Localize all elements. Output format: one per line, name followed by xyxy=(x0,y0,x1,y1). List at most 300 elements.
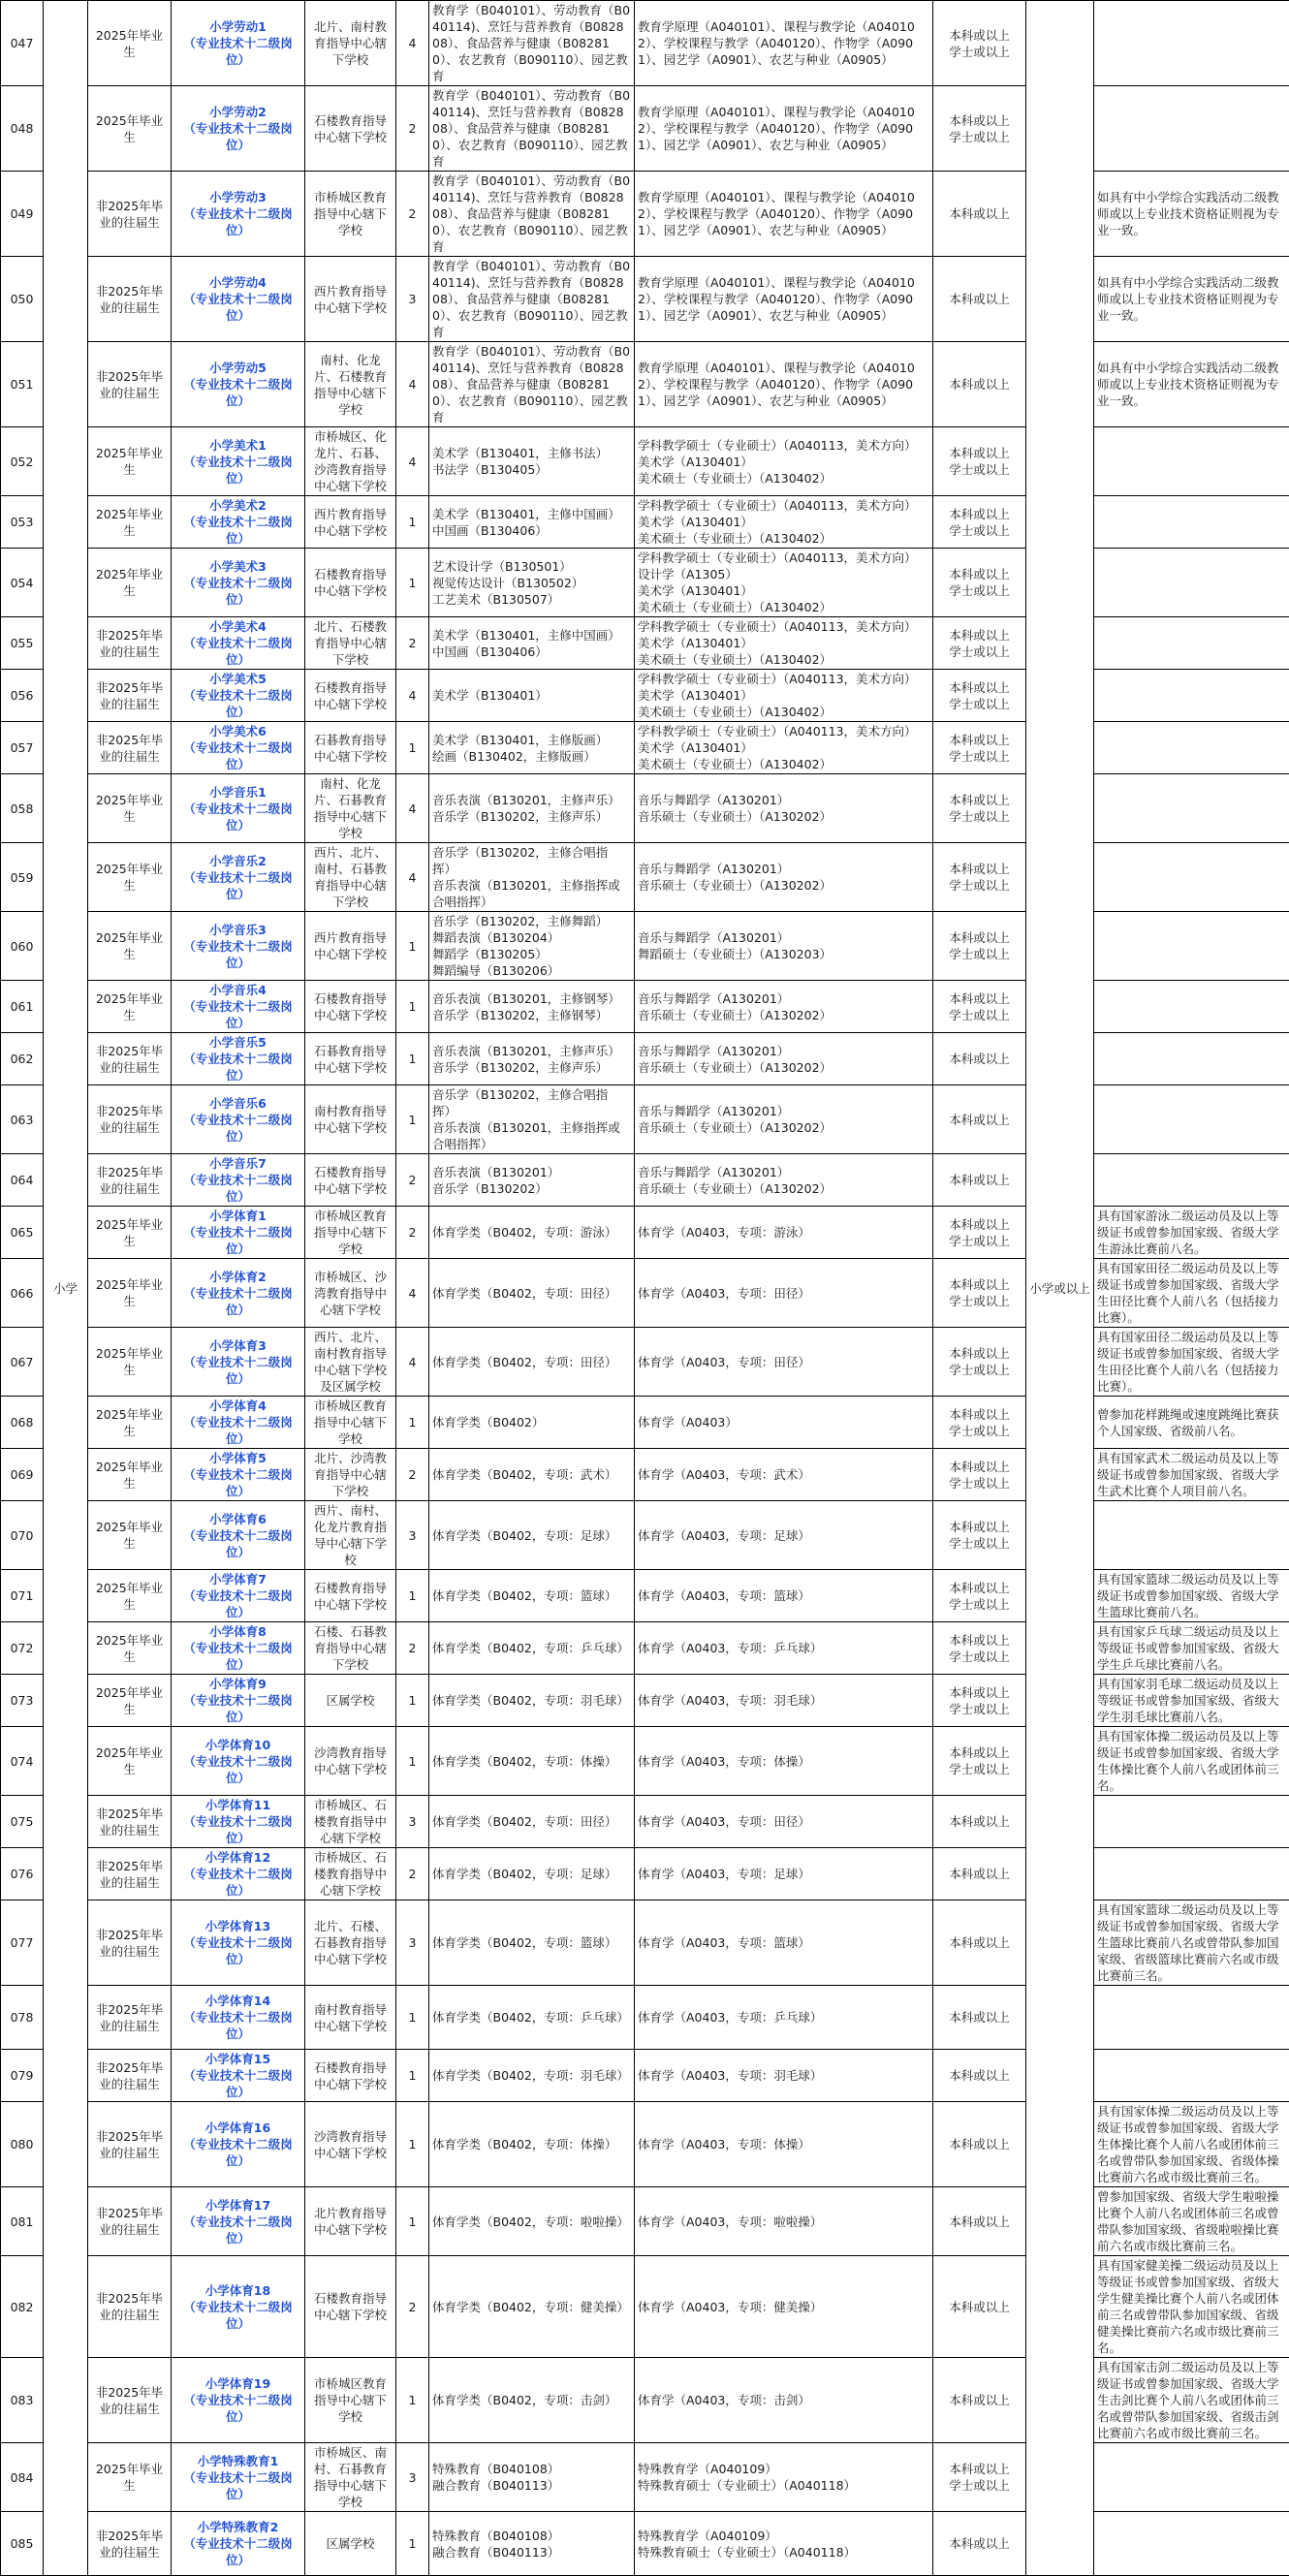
post-name-cell xyxy=(172,2187,305,2256)
table-row xyxy=(1,617,1289,670)
education-cell: 本科或以上 学士或以上 xyxy=(933,86,1026,172)
post-code-cell: 052 xyxy=(1,427,44,496)
undergrad-major-cell: 教育学（B040101）、劳动教育（B040114)、烹饪与营养教育（B082808）、食品营养与健康（B082810）、农艺教育（B090110）、园艺教育 xyxy=(429,342,635,427)
post-name-cell xyxy=(172,1154,305,1207)
count-cell: 3 xyxy=(396,257,429,342)
post-name-cell xyxy=(172,981,305,1033)
grad-major-cell: 学科教学硕士（专业硕士）（A040113，美术方向） 美术学（A130401） 美术硕士（专业硕士）（A130402） xyxy=(635,496,933,549)
post-code-cell: 065 xyxy=(1,1207,44,1259)
target-cell: 非2025年毕业的往届生 xyxy=(88,172,172,257)
post-name: 小学音乐2 xyxy=(174,853,301,869)
post-name: 小学体育11 xyxy=(174,1797,301,1813)
unit-cell: 南村教育指导中心辖下学校 xyxy=(305,1085,396,1154)
undergrad-major-cell: 体育学类（B0402，专项：田径） xyxy=(429,1328,635,1397)
post-code-cell: 075 xyxy=(1,1796,44,1848)
table-row xyxy=(1,722,1289,774)
unit-cell: 西片、北片、南村、石碁教育指导中心辖下学校 xyxy=(305,843,396,912)
undergrad-major-cell: 体育学类（B0402，专项：羽毛球） xyxy=(429,1675,635,1727)
undergrad-major-cell: 体育学类（B0402，专项：体操） xyxy=(429,1727,635,1796)
grad-major-cell: 体育学（A0403，专项：足球） xyxy=(635,1501,933,1570)
note-cell: 曾参加国家级、省级大学生啦啦操比赛个人前八名或团体前三名或曾带队参加国家级、省级啦啦操比赛前六名或市级比赛前三名。 xyxy=(1094,2187,1289,2256)
education-cell: 本科或以上 xyxy=(933,1154,1026,1207)
grad-major-cell: 学科教学硕士（专业硕士）（A040113，美术方向） 美术学（A130401） 美术硕士（专业硕士）（A130402） xyxy=(635,670,933,722)
note-cell xyxy=(1094,86,1289,172)
count-cell: 1 xyxy=(396,981,429,1033)
education-cell: 本科或以上 学士或以上 xyxy=(933,427,1026,496)
education-cell: 本科或以上 xyxy=(933,1033,1026,1085)
post-name-cell xyxy=(172,1986,305,2050)
grad-major-cell: 体育学（A0403，专项：羽毛球） xyxy=(635,1675,933,1727)
unit-cell: 石楼教育指导中心辖下学校 xyxy=(305,2050,396,2102)
grad-major-cell: 音乐与舞蹈学（A130201） 音乐硕士（专业硕士）（A130202） xyxy=(635,981,933,1033)
target-cell: 非2025年毕业的往届生 xyxy=(88,1154,172,1207)
post-grade: （专业技术十二级岗位） xyxy=(174,1692,301,1725)
education-cell: 本科或以上 xyxy=(933,342,1026,427)
post-code-cell: 084 xyxy=(1,2443,44,2512)
table-row xyxy=(1,2187,1289,2256)
count-cell: 1 xyxy=(396,1570,429,1622)
count-cell: 4 xyxy=(396,1259,429,1328)
count-cell: 2 xyxy=(396,172,429,257)
post-name: 小学体育1 xyxy=(174,1208,301,1224)
target-cell: 2025年毕业生 xyxy=(88,427,172,496)
post-name-cell xyxy=(172,843,305,912)
post-code-cell: 072 xyxy=(1,1622,44,1675)
unit-cell: 石楼教育指导中心辖下学校 xyxy=(305,981,396,1033)
count-cell: 1 xyxy=(396,912,429,981)
post-code-cell: 053 xyxy=(1,496,44,549)
post-code-cell: 074 xyxy=(1,1727,44,1796)
count-cell: 2 xyxy=(396,1154,429,1207)
table-row xyxy=(1,843,1289,912)
target-cell: 2025年毕业生 xyxy=(88,86,172,172)
post-grade: （专业技术十二级岗位） xyxy=(174,2535,301,2568)
note-cell xyxy=(1094,427,1289,496)
undergrad-major-cell: 音乐学（B130202，主修合唱指挥） 音乐表演（B130201，主修指挥或合唱指挥） xyxy=(429,1085,635,1154)
note-cell: 如具有中小学综合实践活动二级教师或以上专业技术资格证则视为专业一致。 xyxy=(1094,257,1289,342)
post-code-cell: 055 xyxy=(1,617,44,670)
post-grade: （专业技术十二级岗位） xyxy=(174,869,301,902)
undergrad-major-cell: 体育学类（B0402，专项：体操） xyxy=(429,2102,635,2187)
post-code-cell: 049 xyxy=(1,172,44,257)
post-name-cell xyxy=(172,1397,305,1449)
grad-major-cell: 教育学原理（A040101）、课程与教学论（A040102）、学校课程与教学（A040120）、作物学（A0901）、园艺学（A0901）、农艺与种业（A0905） xyxy=(635,1,933,86)
target-cell: 非2025年毕业的往届生 xyxy=(88,2256,172,2358)
note-cell xyxy=(1094,2050,1289,2102)
table-row xyxy=(1,1449,1289,1501)
table-row xyxy=(1,981,1289,1033)
post-grade: （专业技术十二级岗位） xyxy=(174,1466,301,1499)
undergrad-major-cell: 体育学类（B0402，专项：羽毛球） xyxy=(429,2050,635,2102)
grad-major-cell: 体育学（A0403，专项：乒乓球） xyxy=(635,1986,933,2050)
education-cell: 本科或以上 学士或以上 xyxy=(933,1397,1026,1449)
education-cell: 本科或以上 学士或以上 xyxy=(933,1,1026,86)
post-code-cell: 073 xyxy=(1,1675,44,1727)
education-cell: 本科或以上 xyxy=(933,2512,1026,2576)
post-code-cell: 080 xyxy=(1,2102,44,2187)
post-name: 小学体育15 xyxy=(174,2051,301,2067)
count-cell: 1 xyxy=(396,2358,429,2443)
post-name: 小学音乐1 xyxy=(174,784,301,801)
target-cell: 非2025年毕业的往届生 xyxy=(88,2102,172,2187)
post-name: 小学美术2 xyxy=(174,497,301,514)
post-code-cell: 057 xyxy=(1,722,44,774)
unit-cell: 石楼教育指导中心辖下学校 xyxy=(305,86,396,172)
target-cell: 2025年毕业生 xyxy=(88,1,172,86)
post-code-cell: 058 xyxy=(1,774,44,843)
table-row xyxy=(1,1328,1289,1397)
post-grade: （专业技术十二级岗位） xyxy=(174,1224,301,1257)
education-cell: 本科或以上 学士或以上 xyxy=(933,1622,1026,1675)
post-code-cell: 056 xyxy=(1,670,44,722)
post-name-cell xyxy=(172,912,305,981)
undergrad-major-cell: 美术学（B130401，主修版画） 绘画（B130402，主修版画） xyxy=(429,722,635,774)
grad-major-cell: 学科教学硕士（专业硕士）（A040113，美术方向） 美术学（A130401） 美术硕士（专业硕士）（A130402） xyxy=(635,617,933,670)
note-cell: 具有国家游泳二级运动员及以上等级证书或曾参加国家级、省级大学生游泳比赛前八名。 xyxy=(1094,1207,1289,1259)
grad-major-cell: 学科教学硕士（专业硕士）（A040113，美术方向） 设计学（A1305） 美术学（A130401） 美术硕士（专业硕士）（A130402） xyxy=(635,549,933,617)
undergrad-major-cell: 教育学（B040101）、劳动教育（B040114)、烹饪与营养教育（B082808）、食品营养与健康（B082810）、农艺教育（B090110）、园艺教育 xyxy=(429,172,635,257)
unit-cell: 石楼教育指导中心辖下学校 xyxy=(305,549,396,617)
school-level-cell: 小学 xyxy=(44,1,88,2576)
count-cell: 2 xyxy=(396,86,429,172)
undergrad-major-cell: 美术学（B130401） xyxy=(429,670,635,722)
count-cell: 1 xyxy=(396,549,429,617)
table-row xyxy=(1,342,1289,427)
target-cell: 非2025年毕业的往届生 xyxy=(88,670,172,722)
target-cell: 非2025年毕业的往届生 xyxy=(88,1085,172,1154)
count-cell: 1 xyxy=(396,722,429,774)
table-row xyxy=(1,1986,1289,2050)
grad-major-cell: 体育学（A0403，专项：篮球） xyxy=(635,1570,933,1622)
grad-major-cell: 体育学（A0403，专项：田径） xyxy=(635,1259,933,1328)
count-cell: 3 xyxy=(396,1901,429,1986)
note-cell xyxy=(1094,2443,1289,2512)
post-name-cell xyxy=(172,1848,305,1901)
grad-major-cell: 教育学原理（A040101）、课程与教学论（A040102）、学校课程与教学（A040120）、作物学（A0901）、园艺学（A0901）、农艺与种业（A0905） xyxy=(635,172,933,257)
post-name: 小学美术6 xyxy=(174,723,301,739)
table-body xyxy=(1,1,1289,2576)
note-cell xyxy=(1094,774,1289,843)
target-cell: 非2025年毕业的往届生 xyxy=(88,257,172,342)
count-cell: 1 xyxy=(396,1397,429,1449)
count-cell: 2 xyxy=(396,2256,429,2358)
unit-cell: 市桥城区、石楼教育指导中心辖下学校 xyxy=(305,1796,396,1848)
post-name-cell xyxy=(172,172,305,257)
note-cell: 具有国家健美操二级运动员及以上等级证书或曾参加国家级、省级大学生健美操比赛个人前八名或团体前三名或曾带队参加国家级、省级健美操比赛前六名或市级比赛前三名。 xyxy=(1094,2256,1289,2358)
grad-major-cell: 体育学（A0403，专项：乒乓球） xyxy=(635,1622,933,1675)
undergrad-major-cell: 体育学类（B0402，专项：足球） xyxy=(429,1501,635,1570)
education-cell: 本科或以上 学士或以上 xyxy=(933,1727,1026,1796)
post-grade: （专业技术十二级岗位） xyxy=(174,2214,301,2246)
count-cell: 1 xyxy=(396,1986,429,2050)
grad-major-cell: 体育学（A0403，专项：羽毛球） xyxy=(635,2050,933,2102)
education-cell: 本科或以上 xyxy=(933,1901,1026,1986)
post-grade: （专业技术十二级岗位） xyxy=(174,1051,301,1084)
grad-major-cell: 体育学（A0403，专项：体操） xyxy=(635,1727,933,1796)
count-cell: 4 xyxy=(396,670,429,722)
post-code-cell: 047 xyxy=(1,1,44,86)
grad-major-cell: 音乐与舞蹈学（A130201） 音乐硕士（专业硕士）（A130202） xyxy=(635,1154,933,1207)
table-row xyxy=(1,549,1289,617)
post-grade: （专业技术十二级岗位） xyxy=(174,291,301,324)
table-row xyxy=(1,1622,1289,1675)
post-grade: （专业技术十二级岗位） xyxy=(174,575,301,608)
post-grade: （专业技术十二级岗位） xyxy=(174,1527,301,1560)
note-cell xyxy=(1094,1,1289,86)
post-name-cell xyxy=(172,1675,305,1727)
table-row xyxy=(1,2358,1289,2443)
education-cell: 本科或以上 xyxy=(933,1085,1026,1154)
education-cell: 本科或以上 xyxy=(933,257,1026,342)
education-cell: 本科或以上 学士或以上 xyxy=(933,670,1026,722)
post-code-cell: 083 xyxy=(1,2358,44,2443)
grad-major-cell: 教育学原理（A040101）、课程与教学论（A040102）、学校课程与教学（A040120）、作物学（A0901）、园艺学（A0901）、农艺与种业（A0905） xyxy=(635,86,933,172)
post-name-cell xyxy=(172,1085,305,1154)
count-cell: 4 xyxy=(396,774,429,843)
post-name: 小学体育14 xyxy=(174,1993,301,2009)
table-row xyxy=(1,2443,1289,2512)
undergrad-major-cell: 音乐表演（B130201，主修钢琴） 音乐学（B130202，主修钢琴） xyxy=(429,981,635,1033)
target-cell: 2025年毕业生 xyxy=(88,1727,172,1796)
unit-cell: 南村、化龙片、石碁教育指导中心辖下学校 xyxy=(305,774,396,843)
unit-cell: 石楼、石碁教育指导中心辖下学校 xyxy=(305,1622,396,1675)
post-code-cell: 054 xyxy=(1,549,44,617)
unit-cell: 西片教育指导中心辖下学校 xyxy=(305,257,396,342)
post-name: 小学音乐4 xyxy=(174,982,301,998)
unit-cell: 石楼教育指导中心辖下学校 xyxy=(305,1570,396,1622)
post-name: 小学体育2 xyxy=(174,1269,301,1285)
grad-major-cell: 特殊教育学（A040109） 特殊教育硕士（专业硕士）（A040118） xyxy=(635,2512,933,2576)
count-cell: 1 xyxy=(396,496,429,549)
unit-cell: 北片、沙湾教育指导中心辖下学校 xyxy=(305,1449,396,1501)
post-grade: （专业技术十二级岗位） xyxy=(174,2299,301,2332)
undergrad-major-cell: 音乐表演（B130201，主修声乐） 音乐学（B130202，主修声乐） xyxy=(429,1033,635,1085)
education-cell: 本科或以上 学士或以上 xyxy=(933,722,1026,774)
post-name: 小学劳动1 xyxy=(174,18,301,35)
target-cell: 2025年毕业生 xyxy=(88,1675,172,1727)
target-cell: 2025年毕业生 xyxy=(88,1449,172,1501)
count-cell: 1 xyxy=(396,1727,429,1796)
education-cell: 本科或以上 xyxy=(933,2102,1026,2187)
education-cell: 本科或以上 学士或以上 xyxy=(933,2443,1026,2512)
unit-cell: 西片教育指导中心辖下学校 xyxy=(305,496,396,549)
table-row xyxy=(1,257,1289,342)
target-cell: 非2025年毕业的往届生 xyxy=(88,722,172,774)
count-cell: 4 xyxy=(396,427,429,496)
count-cell: 1 xyxy=(396,2187,429,2256)
post-code-cell: 085 xyxy=(1,2512,44,2576)
unit-cell: 南村、化龙片、石楼教育指导中心辖下学校 xyxy=(305,342,396,427)
post-name-cell xyxy=(172,1259,305,1328)
post-name-cell xyxy=(172,1501,305,1570)
education-cell: 本科或以上 xyxy=(933,2358,1026,2443)
count-cell: 3 xyxy=(396,2443,429,2512)
note-cell: 如具有中小学综合实践活动二级教师或以上专业技术资格证则视为专业一致。 xyxy=(1094,342,1289,427)
grad-major-cell: 教育学原理（A040101）、课程与教学论（A040102）、学校课程与教学（A040120）、作物学（A0901）、园艺学（A0901）、农艺与种业（A0905） xyxy=(635,257,933,342)
undergrad-major-cell: 音乐学（B130202，主修合唱指挥） 音乐表演（B130201，主修指挥或合唱指挥） xyxy=(429,843,635,912)
post-name: 小学特殊教育2 xyxy=(174,2519,301,2535)
note-cell xyxy=(1094,617,1289,670)
education-cell: 本科或以上 学士或以上 xyxy=(933,1449,1026,1501)
unit-cell: 市桥城区、沙湾教育指导中心辖下学校 xyxy=(305,1259,396,1328)
unit-cell: 区属学校 xyxy=(305,1675,396,1727)
undergrad-major-cell: 特殊教育（B040108） 融合教育（B040113） xyxy=(429,2512,635,2576)
education-cell: 本科或以上 xyxy=(933,1848,1026,1901)
count-cell: 4 xyxy=(396,1328,429,1397)
post-name-cell xyxy=(172,342,305,427)
post-code-cell: 068 xyxy=(1,1397,44,1449)
post-name-cell xyxy=(172,86,305,172)
undergrad-major-cell: 音乐表演（B130201，主修声乐） 音乐学（B130202，主修声乐） xyxy=(429,774,635,843)
undergrad-major-cell: 体育学类（B0402，专项：乒乓球） xyxy=(429,1986,635,2050)
undergrad-major-cell: 音乐学（B130202，主修舞蹈） 舞蹈表演（B130204） 舞蹈学（B130205） 舞蹈编导（B130206） xyxy=(429,912,635,981)
grad-major-cell: 教育学原理（A040101）、课程与教学论（A040102）、学校课程与教学（A040120）、作物学（A0901）、园艺学（A0901）、农艺与种业（A0905） xyxy=(635,342,933,427)
post-code-cell: 082 xyxy=(1,2256,44,2358)
note-cell xyxy=(1094,1154,1289,1207)
note-cell xyxy=(1094,981,1289,1033)
education-cell: 本科或以上 学士或以上 xyxy=(933,1328,1026,1397)
grad-major-cell: 体育学（A0403，专项：篮球） xyxy=(635,1901,933,1986)
table-row xyxy=(1,1397,1289,1449)
education-cell: 本科或以上 xyxy=(933,172,1026,257)
post-grade: （专业技术十二级岗位） xyxy=(174,739,301,772)
education-cell: 本科或以上 学士或以上 xyxy=(933,1259,1026,1328)
grad-major-cell: 体育学（A0403，专项：啦啦操） xyxy=(635,2187,933,2256)
target-cell: 2025年毕业生 xyxy=(88,843,172,912)
unit-cell: 市桥城区、石楼教育指导中心辖下学校 xyxy=(305,1848,396,1901)
post-grade: （专业技术十二级岗位） xyxy=(174,2392,301,2425)
table-row xyxy=(1,1570,1289,1622)
unit-cell: 北片、南村教育指导中心辖下学校 xyxy=(305,1,396,86)
table-row xyxy=(1,2256,1289,2358)
count-cell: 1 xyxy=(396,1033,429,1085)
table-row xyxy=(1,1727,1289,1796)
post-name-cell xyxy=(172,1622,305,1675)
post-code-cell: 059 xyxy=(1,843,44,912)
count-cell: 1 xyxy=(396,2102,429,2187)
post-code-cell: 063 xyxy=(1,1085,44,1154)
post-name: 小学音乐5 xyxy=(174,1034,301,1051)
post-name: 小学劳动4 xyxy=(174,274,301,291)
table-row xyxy=(1,774,1289,843)
table-row xyxy=(1,1675,1289,1727)
grad-major-cell: 体育学（A0403，专项：体操） xyxy=(635,2102,933,2187)
post-name: 小学音乐7 xyxy=(174,1155,301,1172)
target-cell: 非2025年毕业的往届生 xyxy=(88,1033,172,1085)
post-code-cell: 081 xyxy=(1,2187,44,2256)
unit-cell: 西片、南村、化龙片教育指导中心辖下学校 xyxy=(305,1501,396,1570)
note-cell: 具有国家田径二级运动员及以上等级证书或曾参加国家级、省级大学生田径比赛个人前八名（包括接力比赛）。 xyxy=(1094,1259,1289,1328)
undergrad-major-cell: 体育学类（B0402，专项：健美操） xyxy=(429,2256,635,2358)
education-cell: 本科或以上 学士或以上 xyxy=(933,1501,1026,1570)
unit-cell: 市桥城区教育指导中心辖下学校 xyxy=(305,2358,396,2443)
table-row xyxy=(1,2512,1289,2576)
post-grade: （专业技术十二级岗位） xyxy=(174,205,301,238)
post-grade: （专业技术十二级岗位） xyxy=(174,2009,301,2042)
post-grade: （专业技术十二级岗位） xyxy=(174,35,301,68)
target-cell: 2025年毕业生 xyxy=(88,1207,172,1259)
note-cell: 具有国家篮球二级运动员及以上等级证书或曾参加国家级、省级大学生篮球比赛前八名。 xyxy=(1094,1570,1289,1622)
education-cell: 本科或以上 学士或以上 xyxy=(933,774,1026,843)
post-name-cell xyxy=(172,2443,305,2512)
post-code-cell: 070 xyxy=(1,1501,44,1570)
post-name-cell xyxy=(172,1570,305,1622)
post-name-cell xyxy=(172,2102,305,2187)
count-cell: 3 xyxy=(396,1796,429,1848)
post-name-cell xyxy=(172,1207,305,1259)
note-cell: 曾参加花样跳绳或速度跳绳比赛获个人国家级、省级前八名。 xyxy=(1094,1397,1289,1449)
undergrad-major-cell: 美术学（B130401，主修中国画） 中国画（B130406） xyxy=(429,617,635,670)
post-code-cell: 062 xyxy=(1,1033,44,1085)
target-cell: 非2025年毕业的往届生 xyxy=(88,2050,172,2102)
table-row xyxy=(1,1901,1289,1986)
post-code-cell: 071 xyxy=(1,1570,44,1622)
undergrad-major-cell: 美术学（B130401，主修中国画） 中国画（B130406） xyxy=(429,496,635,549)
target-cell: 非2025年毕业的往届生 xyxy=(88,2512,172,2576)
post-name: 小学体育3 xyxy=(174,1337,301,1354)
grad-major-cell: 体育学（A0403，专项：武术） xyxy=(635,1449,933,1501)
grad-major-cell: 特殊教育学（A040109） 特殊教育硕士（专业硕士）（A040118） xyxy=(635,2443,933,2512)
unit-cell: 石楼教育指导中心辖下学校 xyxy=(305,1154,396,1207)
post-name-cell xyxy=(172,2050,305,2102)
note-cell xyxy=(1094,1986,1289,2050)
post-name: 小学体育9 xyxy=(174,1676,301,1692)
post-name-cell xyxy=(172,257,305,342)
post-code-cell: 061 xyxy=(1,981,44,1033)
education-cell: 本科或以上 学士或以上 xyxy=(933,1570,1026,1622)
post-name-cell xyxy=(172,617,305,670)
post-name: 小学美术5 xyxy=(174,671,301,687)
unit-cell: 石楼教育指导中心辖下学校 xyxy=(305,2256,396,2358)
note-cell: 具有国家篮球二级运动员及以上等级证书或曾参加国家级、省级大学生篮球比赛前八名或曾带队参加国家级、省级篮球比赛前六名或市级比赛前三名。 xyxy=(1094,1901,1289,1986)
post-grade: （专业技术十二级岗位） xyxy=(174,1354,301,1387)
post-grade: （专业技术十二级岗位） xyxy=(174,454,301,487)
undergrad-major-cell: 体育学类（B0402，专项：乒乓球） xyxy=(429,1622,635,1675)
post-grade: （专业技术十二级岗位） xyxy=(174,1640,301,1673)
unit-cell: 市桥城区教育指导中心辖下学校 xyxy=(305,1207,396,1259)
post-name-cell xyxy=(172,2512,305,2576)
target-cell: 非2025年毕业的往届生 xyxy=(88,617,172,670)
table-row xyxy=(1,496,1289,549)
post-name-cell xyxy=(172,496,305,549)
post-code-cell: 066 xyxy=(1,1259,44,1328)
post-grade: （专业技术十二级岗位） xyxy=(174,938,301,971)
target-cell: 2025年毕业生 xyxy=(88,774,172,843)
target-cell: 非2025年毕业的往届生 xyxy=(88,1848,172,1901)
post-code-cell: 069 xyxy=(1,1449,44,1501)
unit-cell: 石碁教育指导中心辖下学校 xyxy=(305,1033,396,1085)
target-cell: 2025年毕业生 xyxy=(88,496,172,549)
table-row xyxy=(1,172,1289,257)
note-cell xyxy=(1094,1848,1289,1901)
undergrad-major-cell: 体育学类（B0402，专项：田径） xyxy=(429,1259,635,1328)
note-cell xyxy=(1094,1033,1289,1085)
count-cell: 4 xyxy=(396,843,429,912)
post-code-cell: 064 xyxy=(1,1154,44,1207)
note-cell: 具有国家体操二级运动员及以上等级证书或曾参加国家级、省级大学生体操比赛个人前八名或团体前三名或曾带队参加国家级、省级体操比赛前六名或市级比赛前三名。 xyxy=(1094,2102,1289,2187)
post-name-cell xyxy=(172,1796,305,1848)
post-name-cell xyxy=(172,1033,305,1085)
post-name-cell xyxy=(172,2256,305,2358)
post-name: 小学美术4 xyxy=(174,618,301,635)
post-grade: （专业技术十二级岗位） xyxy=(174,635,301,668)
education-cell: 本科或以上 xyxy=(933,2256,1026,2358)
target-cell: 非2025年毕业的往届生 xyxy=(88,1901,172,1986)
target-cell: 2025年毕业生 xyxy=(88,981,172,1033)
post-name: 小学体育17 xyxy=(174,2197,301,2214)
post-grade: （专业技术十二级岗位） xyxy=(174,687,301,720)
target-cell: 非2025年毕业的往届生 xyxy=(88,2187,172,2256)
